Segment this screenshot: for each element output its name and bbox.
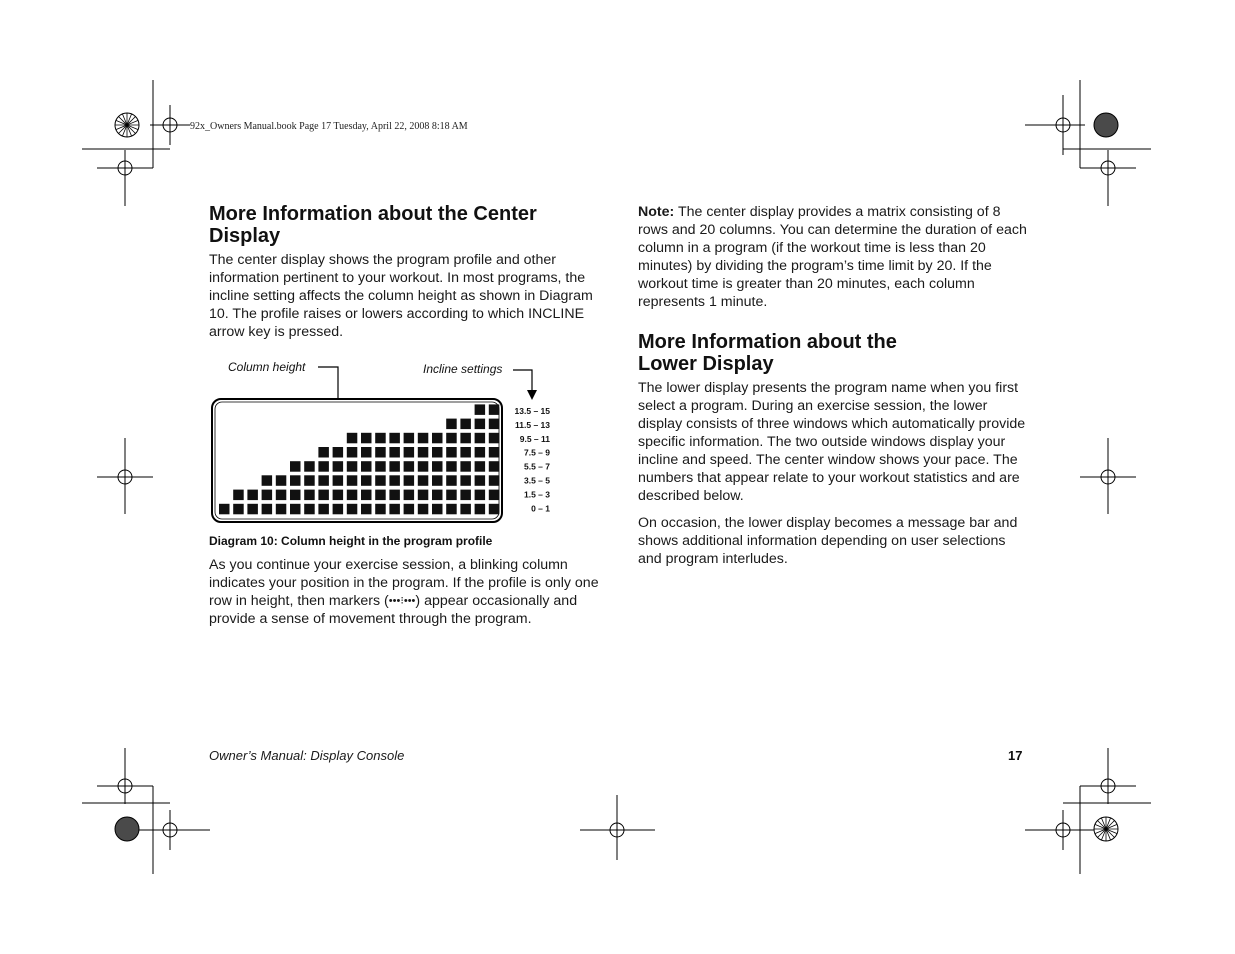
registration-target-icon <box>580 810 655 850</box>
display-frame <box>212 399 502 522</box>
incline-level-label: 11.5 – 13 <box>515 419 550 430</box>
matrix-cell <box>489 504 500 515</box>
matrix-cell <box>446 433 457 444</box>
right-column <box>638 203 1030 577</box>
incline-settings-label: Incline settings <box>423 362 503 376</box>
matrix-cell <box>318 490 329 501</box>
matrix-cell <box>318 447 329 458</box>
matrix-cell <box>347 504 358 515</box>
matrix-cell <box>460 504 471 515</box>
matrix-cell <box>418 447 429 458</box>
matrix-cell <box>361 504 372 515</box>
incline-level-label: 13.5 – 15 <box>514 406 550 416</box>
matrix-cell <box>233 490 244 501</box>
matrix-cell <box>233 504 244 515</box>
matrix-cell <box>347 433 358 444</box>
matrix-cell <box>432 475 443 486</box>
matrix-cell <box>389 490 400 501</box>
matrix-cell <box>446 475 457 486</box>
matrix-cell <box>375 490 386 501</box>
matrix-cell <box>347 461 358 472</box>
matrix-cell <box>475 475 486 486</box>
incline-level-label: 0 – 1 <box>531 503 550 514</box>
matrix-cell <box>475 419 486 430</box>
matrix-cell <box>375 475 386 486</box>
matrix-cell <box>404 433 415 444</box>
lower-display-heading <box>638 331 1030 375</box>
matrix-cell <box>489 404 500 415</box>
matrix-cell <box>290 504 301 515</box>
matrix-cell <box>404 475 415 486</box>
matrix-cell <box>389 447 400 458</box>
matrix-cell <box>276 475 287 486</box>
matrix-cell <box>276 504 287 515</box>
matrix-cell <box>418 433 429 444</box>
heading-line: More Information about the <box>638 331 897 353</box>
column-height-label: Column height <box>228 360 306 374</box>
arrow-down-icon <box>527 390 537 400</box>
matrix-cell <box>219 504 230 515</box>
incline-level-label: 7.5 – 9 <box>524 447 550 458</box>
matrix-cell <box>347 447 358 458</box>
matrix-cell <box>418 490 429 501</box>
blinking-column-paragraph: As you continue your exercise session, a blinking column indicates your position in the program. If the profile is only one row in height, then markers (•••⁝•••) appear occasionally and provide a sense of movement through the program. <box>209 557 599 627</box>
center-display-heading <box>209 203 601 247</box>
column-height-diagram <box>205 358 565 530</box>
matrix-cell <box>404 504 415 515</box>
message-bar-paragraph: On occasion, the lower display becomes a message bar and shows additional information depending on user selections and program interludes. <box>638 515 1018 567</box>
registration-target-icon <box>97 150 153 186</box>
matrix-cell <box>333 504 344 515</box>
star-target-icon <box>1094 817 1118 841</box>
lower-display-paragraph: The lower display presents the program name when you first select a program. During an exercise session, the lower display consists of three windows which automatically provide specific information. The two outside windows display your incline and speed. The center window shows your pace. The numbers that appear relate to your workout statistics and are described below. <box>638 380 1026 504</box>
incline-levels <box>515 406 551 513</box>
registration-target-icon <box>1025 810 1100 850</box>
matrix-cell <box>489 490 500 501</box>
matrix-cell <box>375 447 386 458</box>
matrix-cell <box>460 461 471 472</box>
matrix-cell <box>290 490 301 501</box>
matrix-cell <box>333 447 344 458</box>
registration-target-icon <box>97 459 153 495</box>
registration-target-icon <box>1080 768 1136 804</box>
matrix-cell <box>432 504 443 515</box>
footer-title: Owner’s Manual: Display Console <box>209 748 405 763</box>
matrix-cell <box>276 490 287 501</box>
matrix-cell <box>446 504 457 515</box>
matrix-cell <box>333 475 344 486</box>
heading-line: More Information about the Center <box>209 203 537 225</box>
matrix-cell <box>418 475 429 486</box>
matrix-cell <box>361 490 372 501</box>
matrix-cell <box>247 504 258 515</box>
matrix-cell <box>347 490 358 501</box>
matrix-cell <box>446 490 457 501</box>
matrix-cell <box>489 475 500 486</box>
incline-level-label: 9.5 – 11 <box>519 433 550 444</box>
matrix-cell <box>262 504 273 515</box>
matrix-cell <box>432 447 443 458</box>
matrix-cell <box>389 461 400 472</box>
matrix-cell <box>361 475 372 486</box>
matrix-cell <box>475 504 486 515</box>
heading-line: Lower Display <box>638 353 774 375</box>
matrix-cell <box>304 461 315 472</box>
matrix-cell <box>404 447 415 458</box>
matrix-cell <box>404 490 415 501</box>
matrix-cell <box>460 475 471 486</box>
marker-glyph: •••⁝••• <box>388 595 416 607</box>
matrix-cell <box>460 447 471 458</box>
matrix-cell <box>333 461 344 472</box>
star-target-icon <box>115 113 139 137</box>
registration-target-icon <box>1025 95 1085 155</box>
matrix-cell <box>475 447 486 458</box>
heading-line: Display <box>209 225 281 247</box>
matrix-cell <box>389 433 400 444</box>
matrix-cell <box>318 475 329 486</box>
matrix-cell <box>489 447 500 458</box>
gray-disc-icon <box>1094 113 1118 137</box>
matrix-cell <box>432 433 443 444</box>
matrix-cell <box>361 461 372 472</box>
matrix-cell <box>375 504 386 515</box>
matrix-cell <box>418 504 429 515</box>
matrix-cell <box>389 504 400 515</box>
matrix-cell <box>460 419 471 430</box>
matrix-cell <box>304 490 315 501</box>
registration-target-icon <box>1080 150 1136 186</box>
matrix-cell <box>318 461 329 472</box>
matrix-cell <box>304 504 315 515</box>
matrix-cell <box>446 447 457 458</box>
page-number: 17 <box>1008 748 1023 763</box>
matrix-cell <box>432 490 443 501</box>
note-label: Note: <box>638 204 675 220</box>
left-column <box>209 203 601 350</box>
matrix-cell <box>489 461 500 472</box>
registration-target-icon <box>1080 459 1136 495</box>
matrix-cell <box>475 433 486 444</box>
matrix-cell <box>389 475 400 486</box>
matrix-cell <box>361 433 372 444</box>
matrix-cell <box>432 461 443 472</box>
matrix-cell <box>304 475 315 486</box>
incline-level-label: 1.5 – 3 <box>524 489 550 500</box>
matrix-cell <box>333 490 344 501</box>
matrix-cell <box>475 490 486 501</box>
after-diagram-text <box>209 556 601 637</box>
incline-level-label: 3.5 – 5 <box>524 475 550 486</box>
registration-target-icon <box>97 768 153 804</box>
note-paragraph: Note: The center display provides a matrix consisting of 8 rows and 20 columns. You can determine the duration of each column in a program (if the workout time is less than 20 minutes) by dividing the program’s time limit by 20. If the workout time is greater than 20 minutes, each column represents 1 minute. <box>638 204 1027 310</box>
registration-target-icon <box>150 105 190 145</box>
matrix-cell <box>489 419 500 430</box>
matrix-cell <box>375 433 386 444</box>
matrix-cell <box>418 461 429 472</box>
matrix-cell <box>290 475 301 486</box>
matrix-cell <box>347 475 358 486</box>
matrix-cell <box>460 490 471 501</box>
print-header-stamp: 92x_Owners Manual.book Page 17 Tuesday, April 22, 2008 8:18 AM <box>190 121 468 132</box>
matrix-cell <box>247 490 258 501</box>
matrix-cell <box>290 461 301 472</box>
matrix-cell <box>318 504 329 515</box>
matrix-cell <box>475 404 486 415</box>
matrix-cell <box>262 475 273 486</box>
matrix-cell <box>375 461 386 472</box>
incline-pointer <box>513 370 532 390</box>
center-display-paragraph: The center display shows the program profile and other information pertinent to your workout. In most programs, the incline setting affects the column height as shown in Diagram 10. The profile raises or lowers according to which INCLINE arrow key is pressed. <box>209 252 593 340</box>
matrix-cell <box>262 490 273 501</box>
registration-target-icon <box>130 810 210 850</box>
gray-disc-icon <box>115 817 139 841</box>
matrix-cell <box>446 419 457 430</box>
matrix-cell <box>446 461 457 472</box>
diagram-caption: Diagram 10: Column height in the program profile <box>209 534 493 548</box>
matrix-cell <box>475 461 486 472</box>
matrix-cell <box>489 433 500 444</box>
matrix-cell <box>404 461 415 472</box>
incline-level-label: 5.5 – 7 <box>524 461 550 472</box>
matrix-cell <box>361 447 372 458</box>
matrix-cell <box>460 433 471 444</box>
